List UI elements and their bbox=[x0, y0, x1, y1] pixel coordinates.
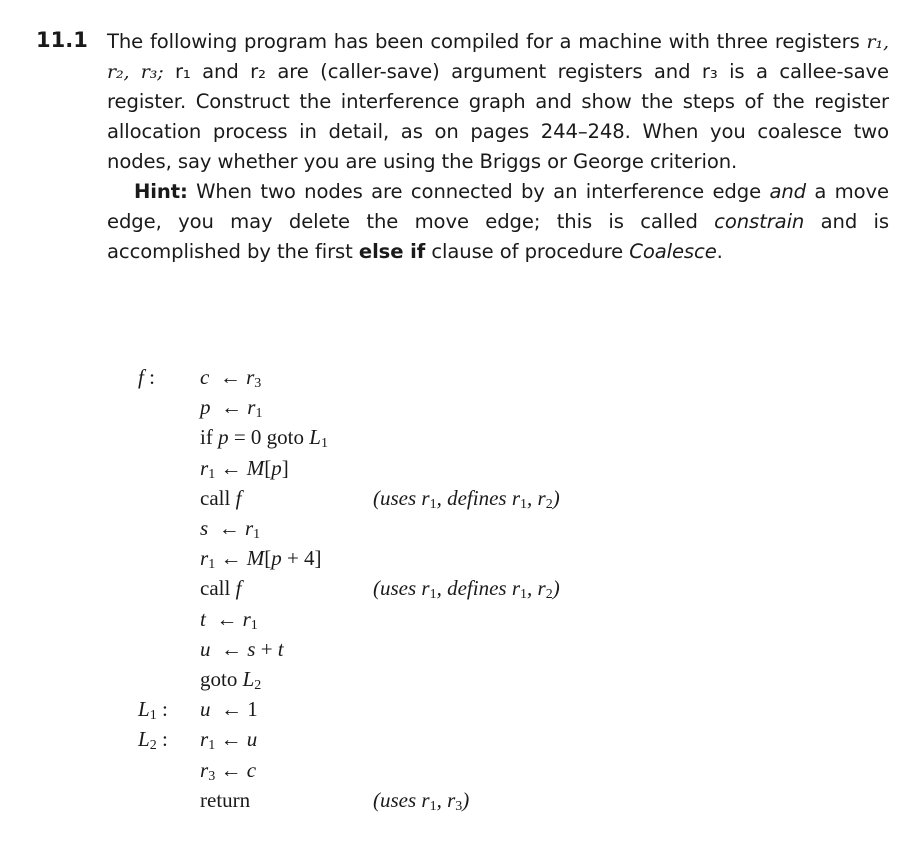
code-line bbox=[0, 634, 918, 664]
hint-text-1: When two nodes are connected by an interference edge bbox=[187, 180, 770, 203]
code-line bbox=[0, 362, 918, 392]
code-line bbox=[0, 513, 918, 543]
code-instruction: t ← $r_1$ bbox=[200, 606, 258, 633]
code-instruction: p ← $r_1$ bbox=[200, 395, 263, 422]
code-label: $L_1$ : bbox=[138, 697, 168, 724]
code-instruction: goto $L_2$ bbox=[200, 667, 262, 693]
register-list: r₁, r₂, r₃; bbox=[107, 31, 889, 83]
hint-text-2: a move edge, you may delete the move edge; this is called bbox=[107, 180, 889, 233]
hint-text-3: and is accomplished by the first bbox=[107, 210, 889, 263]
code-instruction: $r_3$ ← c bbox=[200, 757, 257, 784]
code-instruction: call f bbox=[200, 576, 242, 601]
code-comment: (uses $r_1$, defines $r_1$, $r_2$) bbox=[373, 485, 560, 512]
code-line bbox=[0, 543, 918, 573]
hint-else-if: else if bbox=[358, 240, 426, 263]
code-line bbox=[0, 573, 918, 603]
code-line bbox=[0, 392, 918, 422]
code-label: f : bbox=[138, 365, 155, 389]
code-instruction: $r_1$ ← M[p + 4] bbox=[200, 546, 322, 573]
code-instruction: if p = 0 goto $L_1$ bbox=[200, 425, 328, 452]
hint-and: and bbox=[769, 180, 807, 203]
statement-part-1: The following program has been compiled for a machine with three registers bbox=[107, 30, 860, 53]
code-line bbox=[0, 755, 918, 785]
code-instruction: c ← $r_3$ bbox=[200, 365, 262, 391]
code-line bbox=[0, 453, 918, 483]
code-instruction: u ← 1 bbox=[200, 697, 258, 722]
code-line bbox=[0, 785, 918, 815]
code-instruction: return bbox=[200, 787, 251, 812]
code-line bbox=[0, 694, 918, 724]
hint-coalesce: Coalesce bbox=[629, 240, 717, 263]
hint-constrain: constrain bbox=[714, 210, 805, 233]
code-label: $L_2$ : bbox=[138, 727, 168, 754]
hint-label: Hint: bbox=[134, 180, 188, 203]
exercise-statement bbox=[107, 27, 889, 177]
code-instruction: $r_1$ ← u bbox=[200, 727, 258, 754]
code-line bbox=[0, 664, 918, 694]
hint-text-4: clause of procedure bbox=[425, 240, 630, 263]
code-instruction: u ← s + t bbox=[200, 636, 284, 661]
code-line bbox=[0, 724, 918, 754]
code-line bbox=[0, 483, 918, 513]
code-line bbox=[0, 604, 918, 634]
code-instruction: s ← $r_1$ bbox=[200, 516, 261, 542]
code-instruction: call f bbox=[200, 485, 242, 510]
exercise-number: 11.1 bbox=[36, 28, 88, 52]
code-instruction: $r_1$ ← M[p] bbox=[200, 455, 289, 482]
code-line bbox=[0, 422, 918, 452]
hint-text-5: . bbox=[716, 240, 723, 263]
statement-part-2: r₁ and r₂ are (caller-save) argument registers and r₃ is a callee-save register. Construct the interference graph and show the steps of the register allocation process in detail, as on pages 244–248. When you coalesce two nodes, say whether you are using the Briggs or George criterion. bbox=[107, 60, 889, 173]
hint-paragraph bbox=[107, 177, 889, 267]
code-comment: (uses $r_1$, $r_3$) bbox=[373, 787, 470, 814]
code-comment: (uses $r_1$, defines $r_1$, $r_2$) bbox=[373, 576, 560, 603]
